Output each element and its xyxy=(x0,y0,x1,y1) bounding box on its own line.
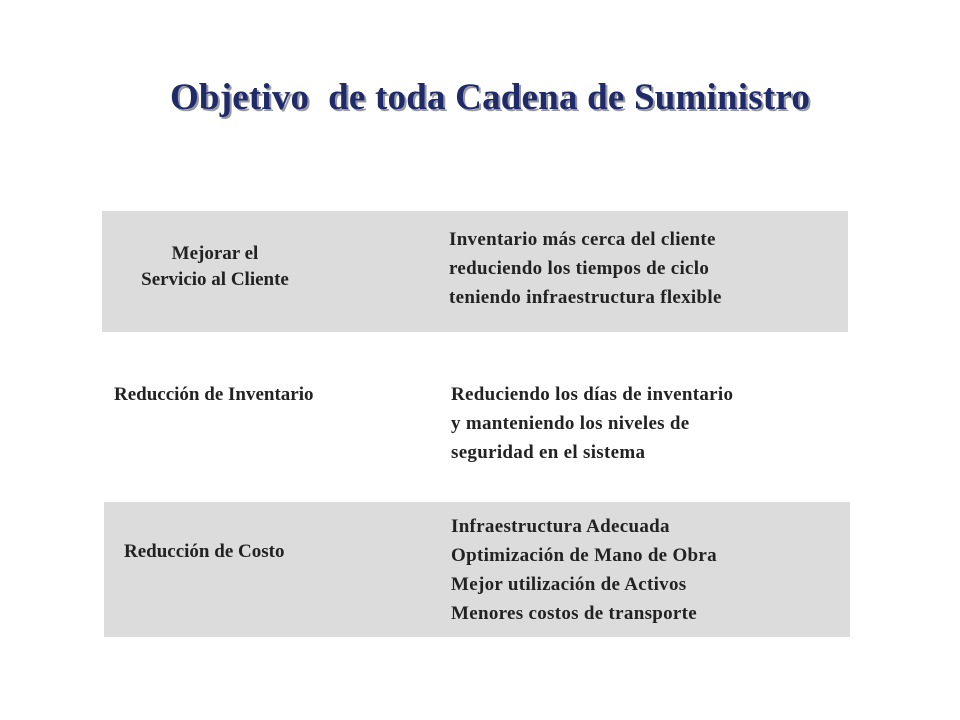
row-label-inventory-reduction xyxy=(114,382,314,408)
row-description-line: Inventario más cerca del cliente xyxy=(449,229,716,250)
row-description-line: seguridad en el sistema xyxy=(451,442,646,463)
row-label-cost-reduction xyxy=(124,539,284,565)
row-label-customer-service xyxy=(105,241,325,293)
row-description-line: Reduciendo los días de inventario xyxy=(451,384,734,405)
row-label-line: Mejorar el xyxy=(171,243,259,264)
row-description-line: Optimización de Mano de Obra xyxy=(451,545,717,566)
row-label-line: Reducción de Costo xyxy=(124,541,285,562)
row-label-line: Reducción de Inventario xyxy=(114,384,314,405)
row-description-cost-reduction xyxy=(451,512,717,628)
row-description-customer-service xyxy=(449,225,722,312)
row-description-line: Infraestructura Adecuada xyxy=(451,516,670,537)
page-title: Objetivo de toda Cadena de Suministro xyxy=(169,77,811,118)
row-description-inventory-reduction xyxy=(451,380,733,467)
row-description-line: Mejor utilización de Activos xyxy=(451,574,687,595)
row-description-line: reduciendo los tiempos de ciclo xyxy=(449,258,710,279)
row-description-line: Menores costos de transporte xyxy=(451,603,698,624)
row-description-line: y manteniendo los niveles de xyxy=(451,413,690,434)
row-description-line: teniendo infraestructura flexible xyxy=(449,287,722,308)
row-label-line: Servicio al Cliente xyxy=(141,269,289,290)
